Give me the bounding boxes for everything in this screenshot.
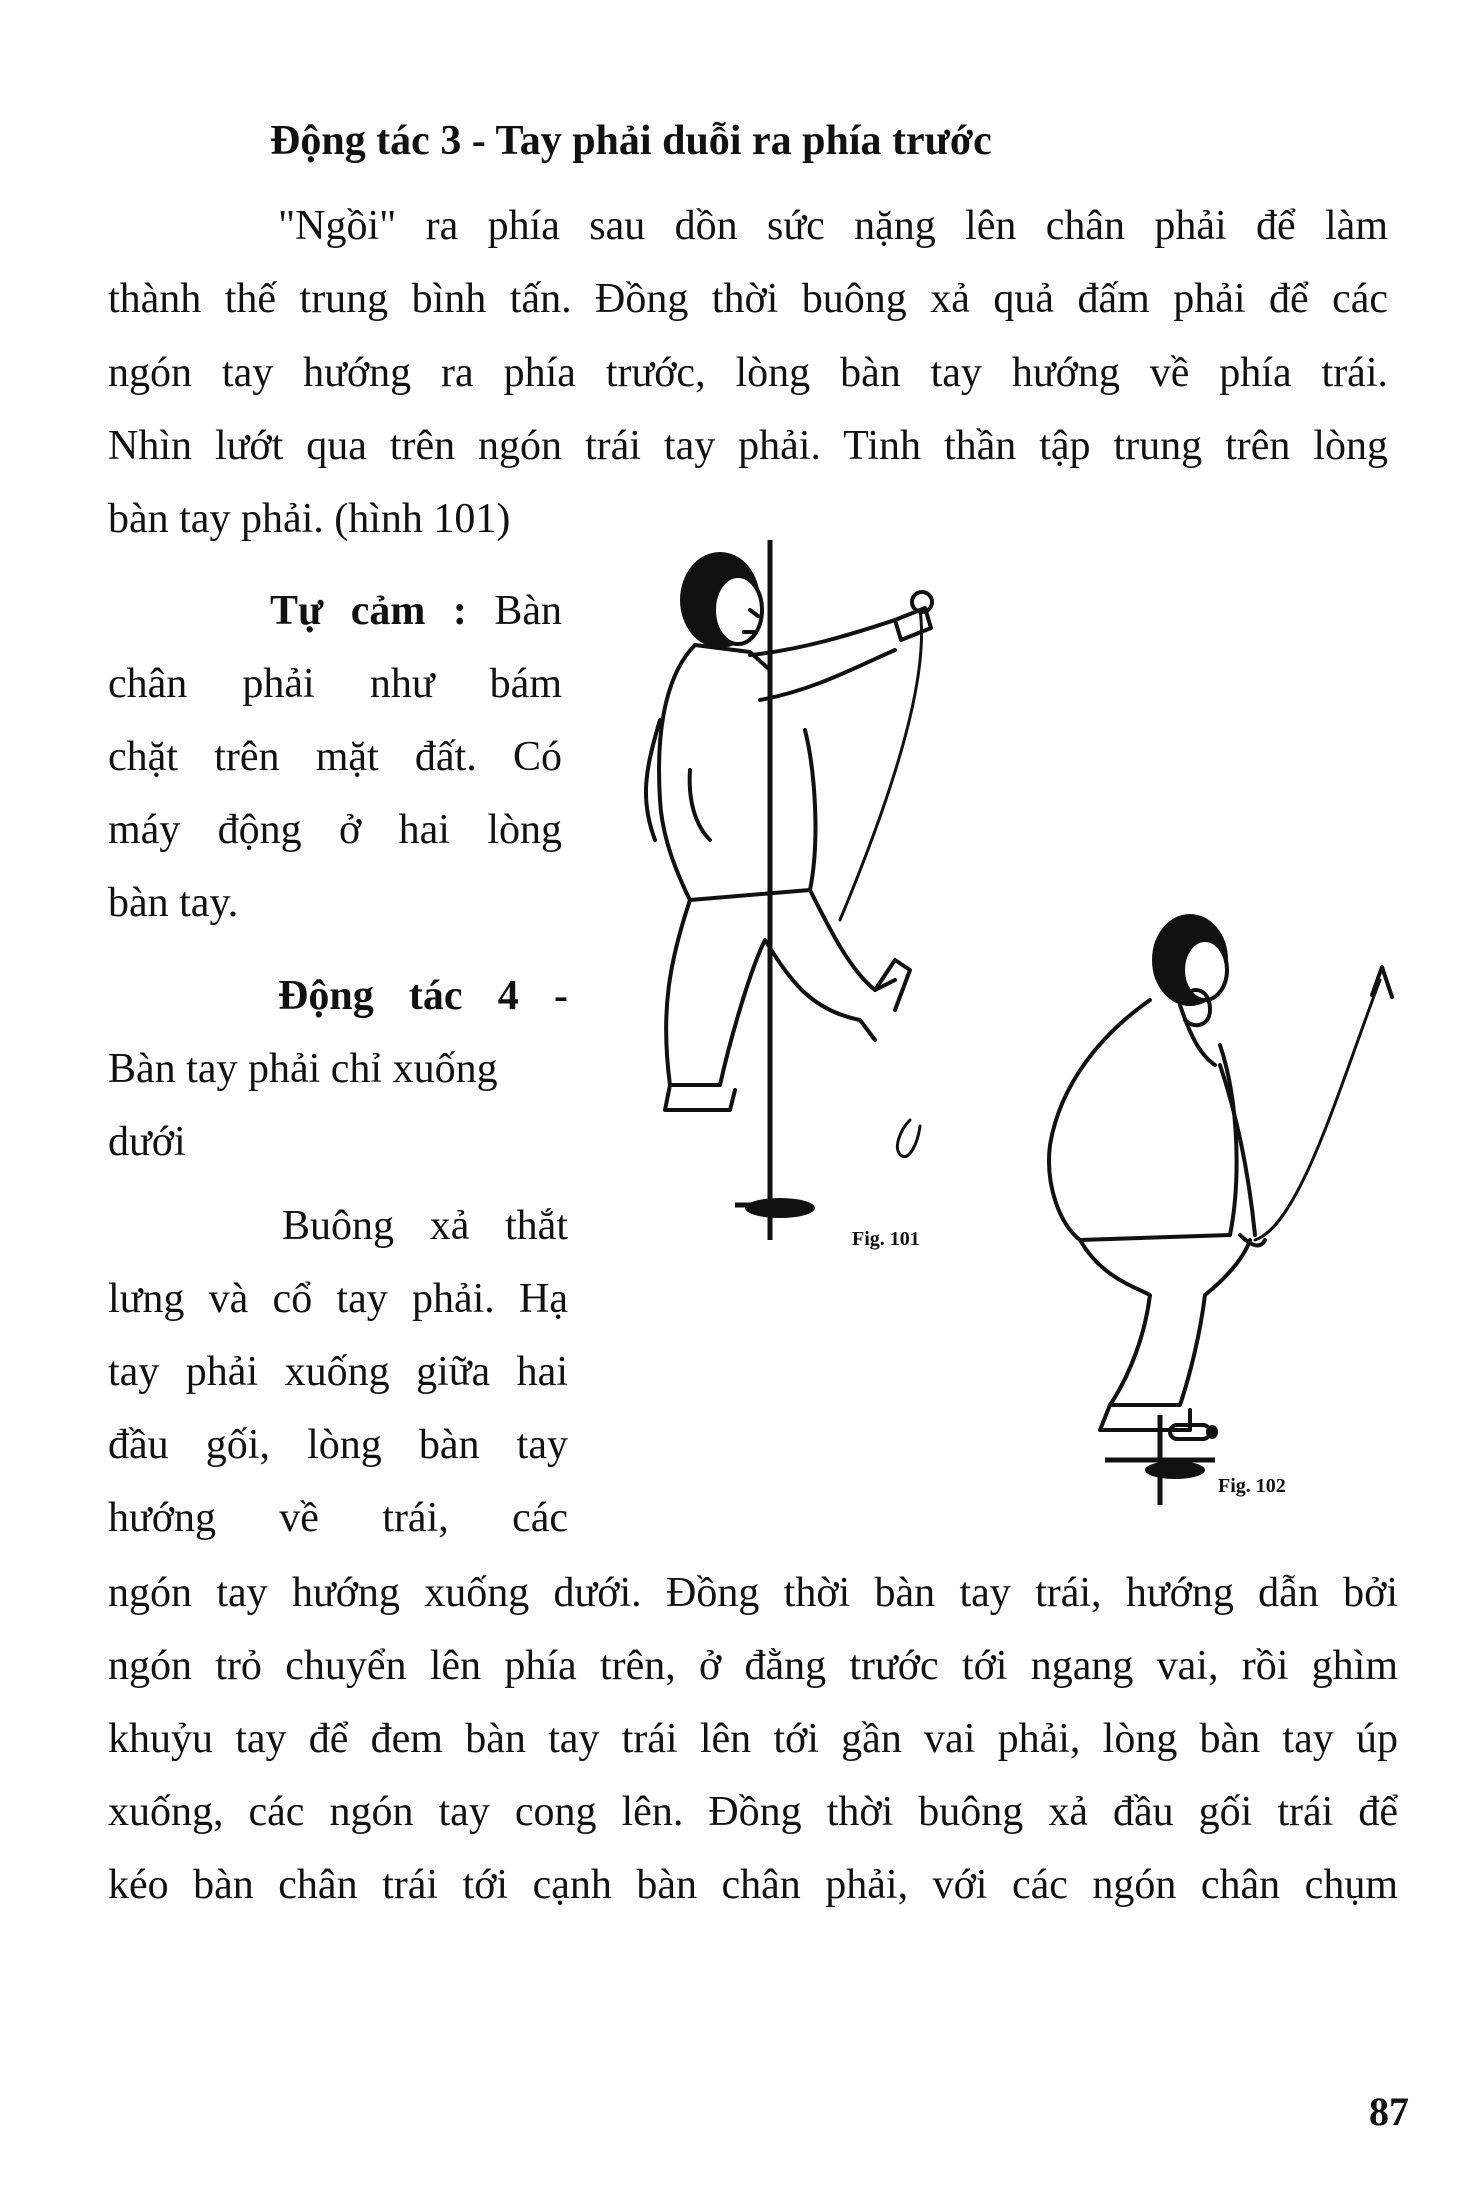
tucam-line: máy động ở hai lòng [108, 807, 562, 853]
paragraph-line: tay phải xuống giữa hai [108, 1349, 568, 1395]
tucam-label: Tự cảm : [270, 588, 467, 634]
figure-101-label: Fig. 101 [852, 1228, 920, 1250]
section-4-heading: Động tác 4 - [278, 973, 568, 1019]
paragraph-line: xuống, các ngón tay cong lên. Đồng thời buông xả đầu gối trái để [108, 1789, 1398, 1835]
section-3-heading: Động tác 3 - Tay phải duỗi ra phía trước [270, 118, 992, 164]
tucam-line: chặt trên mặt đất. Có [108, 734, 562, 780]
tucam-line: Tự cảm : Bàn [270, 588, 562, 634]
paragraph-line: đầu gối, lòng bàn tay [108, 1422, 568, 1468]
paragraph-line: bàn tay phải. (hình 101) [108, 496, 511, 542]
paragraph-line: "Ngồi" ra phía sau dồn sức nặng lên chân phải để làm [278, 203, 1388, 249]
tucam-line: bàn tay. [108, 880, 239, 926]
paragraph-line: lưng và cổ tay phải. Hạ [108, 1276, 568, 1322]
paragraph-line: khuỷu tay để đem bàn tay trái lên tới gần vai phải, lòng bàn tay úp [108, 1716, 1398, 1762]
paragraph-line: ngón trỏ chuyển lên phía trên, ở đằng trước tới ngang vai, rồi ghìm [108, 1643, 1398, 1689]
figure-102-label: Fig. 102 [1218, 1475, 1286, 1497]
section-4-heading-line: dưới [108, 1119, 186, 1165]
paragraph-line: kéo bàn chân trái tới cạnh bàn chân phải, với các ngón chân chụm [108, 1862, 1398, 1908]
figure-102-illustration [1000, 905, 1420, 1525]
paragraph-line: Nhìn lướt qua trên ngón trái tay phải. Tinh thần tập trung trên lòng [108, 423, 1388, 469]
paragraph-line: hướng về trái, các [108, 1495, 568, 1541]
tucam-line: chân phải như bám [108, 661, 562, 707]
paragraph-line: ngón tay hướng ra phía trước, lòng bàn tay hướng về phía trái. [108, 350, 1388, 396]
page-number: 87 [1369, 2089, 1409, 2134]
paragraph-line: ngón tay hướng xuống dưới. Đồng thời bàn tay trái, hướng dẫn bởi [108, 1570, 1398, 1616]
paragraph-line: thành thế trung bình tấn. Đồng thời buông xả quả đấm phải để các [108, 276, 1388, 322]
paragraph-line: Buông xả thắt [282, 1203, 568, 1249]
section-4-heading-line: Bàn tay phải chỉ xuống [108, 1046, 498, 1092]
figure-101-illustration [600, 540, 1040, 1280]
